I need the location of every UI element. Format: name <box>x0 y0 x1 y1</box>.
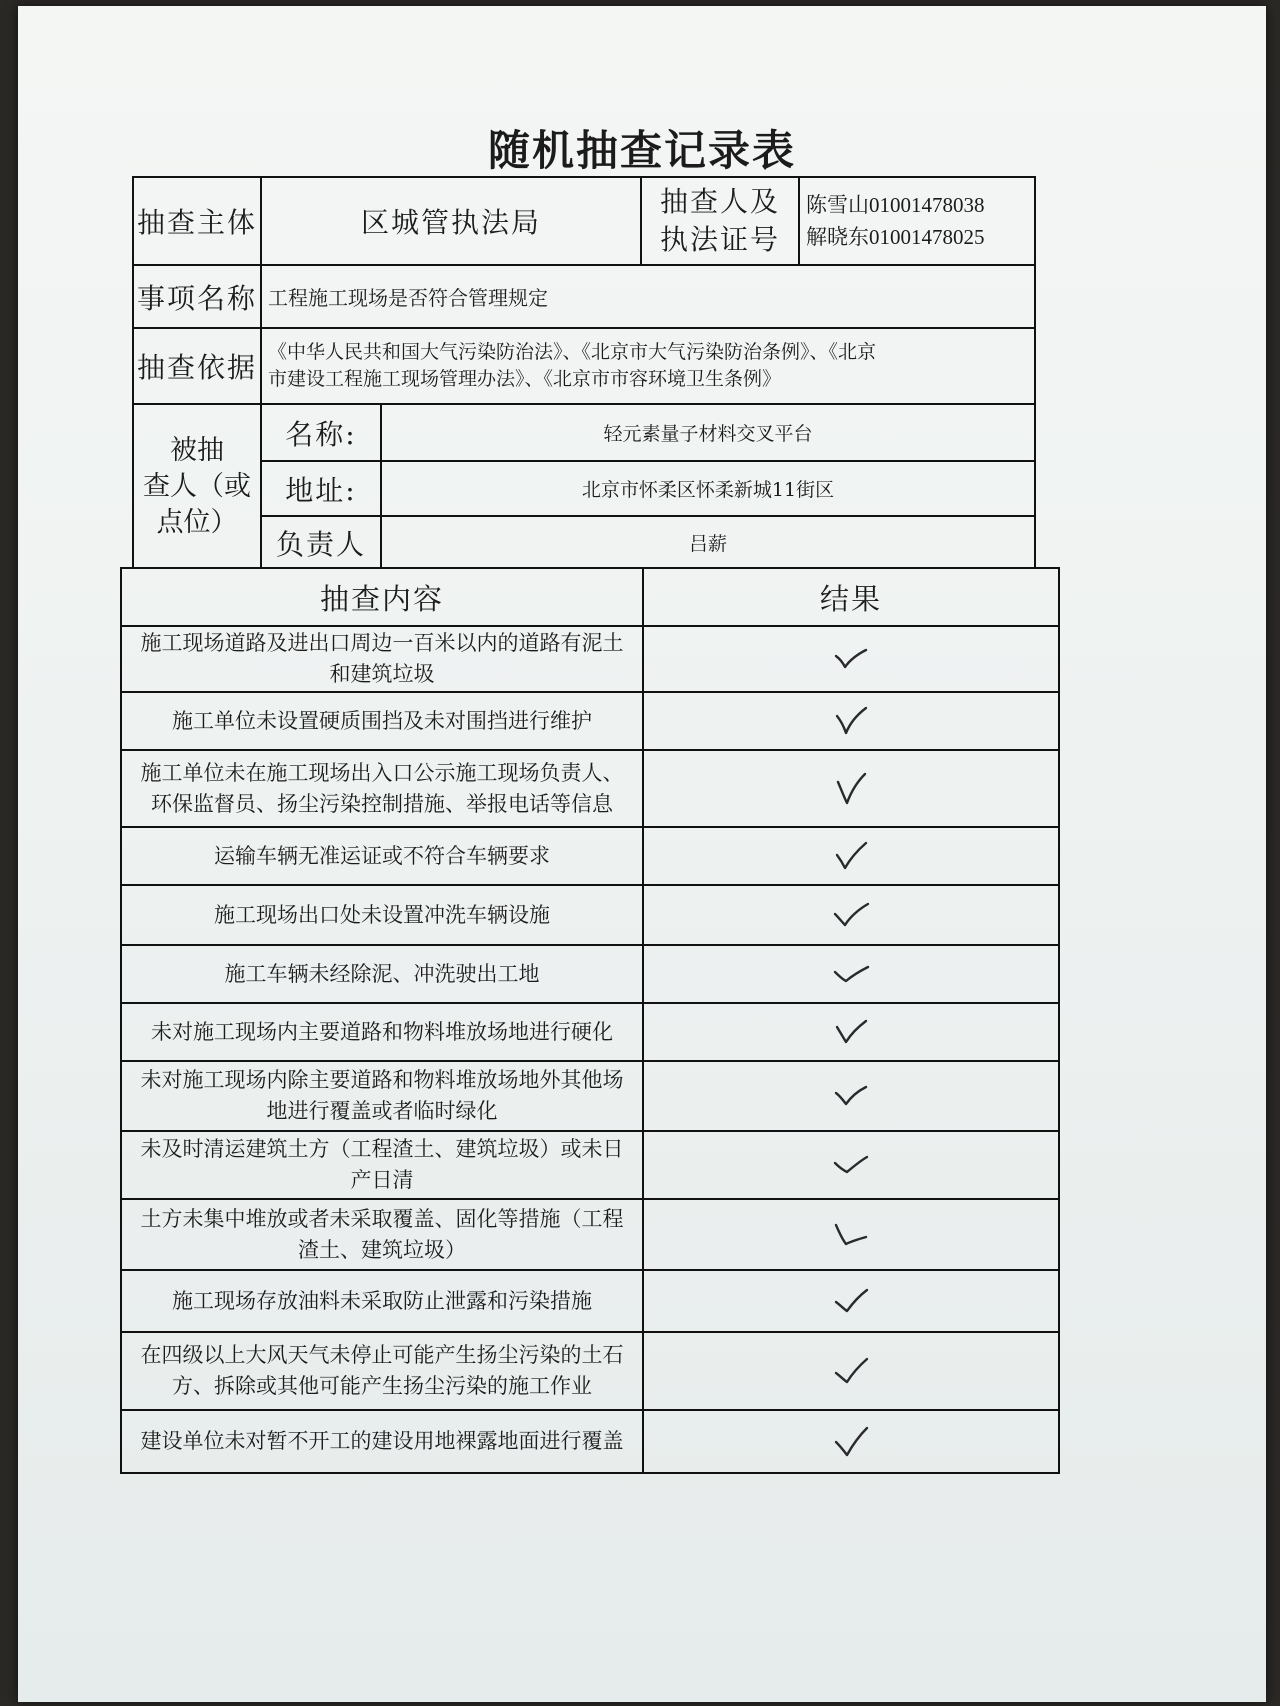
item-value: 工程施工现场是否符合管理规定 <box>268 286 548 310</box>
check-mark-icon <box>644 1411 1058 1472</box>
check-item-line: 和建筑垃圾 <box>329 662 435 686</box>
check-mark-icon <box>644 1200 1058 1269</box>
check-item <box>122 1004 642 1060</box>
check-item <box>122 1271 642 1331</box>
check-item <box>122 1132 642 1198</box>
check-item-line: 地进行覆盖或者临时绿化 <box>266 1099 498 1123</box>
inspector-label-line: 执法证号 <box>659 223 780 256</box>
check-item <box>122 886 642 944</box>
content-header: 抽查内容 <box>319 581 444 616</box>
check-item-line: 未对施工现场内除主要道路和物料堆放场地外其他场 <box>140 1068 624 1092</box>
check-mark-icon <box>644 1333 1058 1409</box>
check-mark-icon <box>644 946 1058 1002</box>
target-label-line: 查人（或 <box>143 470 251 502</box>
address-label: 地址: <box>285 473 357 507</box>
check-mark-icon <box>644 828 1058 884</box>
check-item-line: 施工车辆未经除泥、冲洗驶出工地 <box>224 961 540 986</box>
check-item-line: 环保监督员、扬尘污染控制措施、举报电话等信息 <box>151 791 613 816</box>
check-item-line: 施工现场存放油料未采取防止泄露和污染措施 <box>172 1288 592 1313</box>
check-item <box>122 1411 642 1472</box>
form-title: 随机抽查记录表 <box>487 126 796 175</box>
check-item <box>122 946 642 1002</box>
check-item <box>122 751 642 826</box>
subject-label: 抽查主体 <box>136 206 257 239</box>
check-item <box>122 1062 642 1130</box>
grid-line <box>798 176 800 266</box>
grid-line <box>1058 567 1060 1474</box>
check-item-line: 施工现场道路及进出口周边一百米以内的道路有泥土 <box>140 631 624 655</box>
check-mark-icon <box>644 1132 1058 1198</box>
check-mark-icon <box>644 1004 1058 1060</box>
check-mark-icon <box>644 886 1058 944</box>
check-item-line: 施工单位未设置硬质围挡及未对围挡进行维护 <box>172 708 592 733</box>
check-item-line: 施工单位未在施工现场出入口公示施工现场负责人、 <box>140 760 624 785</box>
basis-line: 《中华人民共和国大气污染防治法》、《北京市大气污染防治条例》、《北京 <box>268 341 877 363</box>
person-value: 吕薪 <box>688 533 727 555</box>
result-header: 结果 <box>819 581 882 616</box>
check-item <box>122 693 642 749</box>
address-value: 北京市怀柔区怀柔新城11街区 <box>581 479 835 501</box>
check-mark-icon <box>644 751 1058 826</box>
check-item-line: 未及时清运建筑土方（工程渣土、建筑垃圾）或未日 <box>140 1137 624 1161</box>
check-item-line: 土方未集中堆放或者未采取覆盖、固化等措施（工程 <box>140 1206 624 1231</box>
check-item <box>122 1200 642 1269</box>
check-mark-icon <box>644 1062 1058 1130</box>
basis-line: 市建设工程施工现场管理办法》、《北京市市容环境卫生条例》 <box>268 368 782 390</box>
grid-line <box>1034 176 1036 568</box>
check-item-line: 建设单位未对暂不开工的建设用地裸露地面进行覆盖 <box>140 1429 624 1453</box>
check-item-line: 运输车辆无准运证或不符合车辆要求 <box>214 843 550 868</box>
inspector-label-line: 抽查人及 <box>659 185 780 218</box>
check-mark-icon <box>644 627 1058 691</box>
inspector-entry: 陈雪山01001478038 <box>806 193 985 217</box>
check-mark-icon <box>644 693 1058 749</box>
check-item-line: 产日清 <box>350 1168 414 1192</box>
check-item <box>122 627 642 691</box>
item-label: 事项名称 <box>136 281 257 315</box>
basis-label: 抽查依据 <box>136 351 257 384</box>
inspector-list <box>802 178 1034 264</box>
target-label <box>134 405 260 568</box>
check-item-line: 方、拆除或其他可能产生扬尘污染的施工作业 <box>172 1374 592 1398</box>
check-item-line: 未对施工现场内主要道路和物料堆放场地进行硬化 <box>151 1019 613 1044</box>
check-item <box>122 828 642 884</box>
target-label-line: 点位） <box>156 506 238 538</box>
check-item <box>122 1333 642 1409</box>
subject-value: 区城管执法局 <box>360 206 541 239</box>
person-label: 负责人 <box>275 527 366 561</box>
grid-line <box>120 1472 1060 1474</box>
check-mark-icon <box>644 1271 1058 1331</box>
check-item-line: 在四级以上大风天气未停止可能产生扬尘污染的土石 <box>140 1343 624 1367</box>
basis-value <box>264 329 1034 403</box>
name-value: 轻元素量子材料交叉平台 <box>603 423 813 445</box>
paper-sheet <box>18 6 1266 1702</box>
inspector-label <box>642 178 798 264</box>
name-label: 名称: <box>285 417 357 451</box>
check-item-line: 渣土、建筑垃圾） <box>298 1237 466 1262</box>
check-item-line: 施工现场出口处未设置冲洗车辆设施 <box>214 902 550 927</box>
target-label-line: 被抽 <box>170 434 224 466</box>
inspector-entry: 解晓东01001478025 <box>806 225 985 249</box>
